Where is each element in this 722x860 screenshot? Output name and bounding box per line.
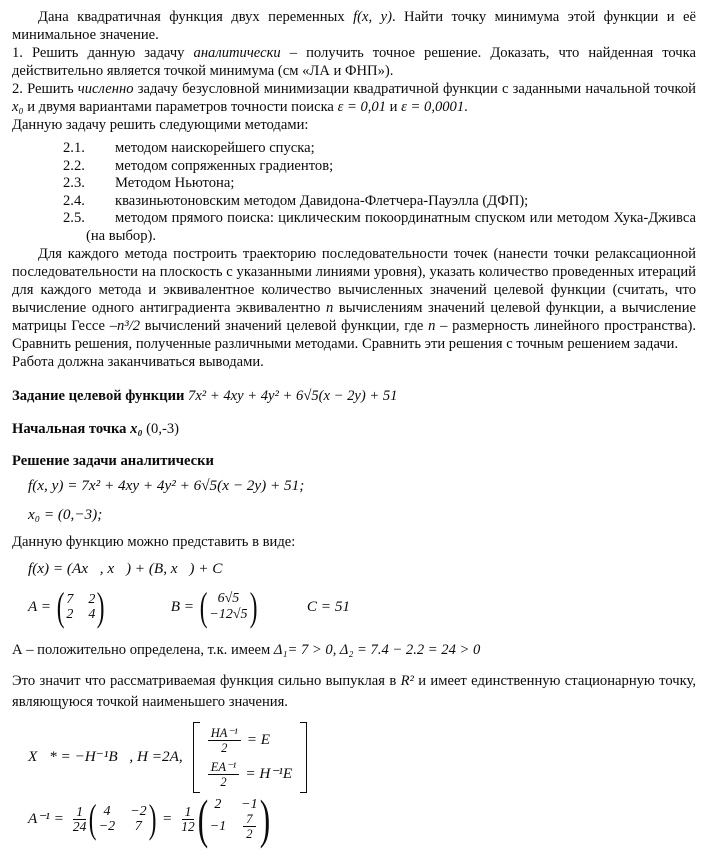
- convex-text-2: и имеет единственную стационарную точку, являющуюся точкой наименьшего значения.: [12, 673, 696, 710]
- objective-function-formula: 7x² + 4xy + 4y² + 6√5(x − 2y) + 51: [188, 388, 398, 404]
- matrix-a-cell: 2: [66, 607, 74, 622]
- frac-numerator: EA⁻¹: [208, 760, 240, 775]
- vector-b-definition: [170, 584, 258, 629]
- paren-left-icon: (: [89, 796, 97, 841]
- method-item-5: [12, 210, 696, 245]
- matrix-cell: 2: [214, 796, 222, 812]
- task1-emphasis: аналитически: [193, 45, 281, 61]
- task1-text-1: 1. Решить данную задачу: [12, 45, 194, 61]
- matrix-cell: −1: [241, 796, 258, 812]
- method-label-3: Методом Ньютона;: [115, 175, 235, 191]
- task2-math-x0: x₀: [12, 99, 24, 115]
- objective-function-heading: [12, 385, 696, 407]
- matrix-a-cell: 4: [88, 607, 96, 622]
- paren-right-icon: ): [249, 584, 258, 629]
- matrix-a-cell: 2: [88, 591, 96, 607]
- trajectory-math-n3: n³/2: [117, 318, 141, 334]
- system-row-2: [208, 760, 293, 789]
- start-point-heading: [12, 419, 696, 439]
- start-point-label: Начальная точка: [12, 421, 131, 437]
- start-point-math-x0: x₀: [130, 421, 143, 437]
- task2-math-eps2: ε = 0,0001: [401, 99, 465, 115]
- task2-text-2: задачу безусловной минимизации квадратичной функции с заданными начальной точкой: [133, 81, 696, 97]
- task2-text-3: и двумя вариантами параметров точности поиска: [23, 99, 338, 115]
- matrix-a-label: A =: [28, 598, 52, 615]
- convex-text-1: Это значит что рассматриваемая функция сильно выпуклая в: [12, 673, 401, 689]
- trajectory-text-2: вычислениям значений целевой функции, а вычисление матрицы Гессе –: [12, 300, 696, 334]
- trajectory-math-n2: n: [428, 318, 436, 334]
- constant-c-definition: C = 51: [306, 598, 351, 615]
- matrix-cell: 7: [134, 819, 142, 834]
- matrix-cell: −2: [98, 819, 116, 834]
- methods-intro: Данную задачу решить следующими методами:: [12, 117, 309, 133]
- paren-left-icon: (: [199, 584, 208, 629]
- matrix-definitions-row: [12, 586, 696, 628]
- method-number-2: 2.2.: [63, 157, 85, 174]
- task2-emphasis: численно: [77, 81, 134, 97]
- method-label-4: квазиньютоновским методом Давидона-Флетчера-Пауэлла (ДФП);: [115, 192, 529, 209]
- analytic-solution-heading: [12, 452, 696, 471]
- methods-list: [12, 140, 696, 245]
- vector-form-formula: f(x) = (Ax⃗, x⃗) + (B, x⃗) + C: [28, 560, 223, 577]
- objective-function-label: Задание целевой функции: [12, 388, 189, 404]
- system-row-1: [208, 726, 293, 755]
- posdef-math: Δ₁= 7 > 0, Δ₂ = 7.4 − 2.2 = 24 > 0: [273, 642, 481, 658]
- matrix-cell: −2: [130, 803, 147, 819]
- vector-b-label: B =: [170, 598, 195, 615]
- inverse-matrix-2: [197, 789, 270, 849]
- system-row-1-rhs: = E: [246, 731, 271, 748]
- xstar-prefix: X⃗* = −H⁻¹B⃗, H =2A,: [28, 748, 183, 765]
- frac-denominator: 24: [72, 818, 87, 834]
- inverse-matrix-1: [89, 796, 157, 841]
- method-label-2: методом сопряженных градиентов;: [115, 157, 334, 174]
- method-number-1: 2.1.: [63, 140, 85, 156]
- bracket-right-icon: [300, 722, 307, 793]
- vector-b: [199, 584, 258, 629]
- method-number-3: 2.3.: [63, 175, 85, 191]
- task2-text-1: 2. Решить: [12, 81, 78, 97]
- task2-text-5: .: [464, 99, 468, 115]
- convex-math-r2: R²: [400, 673, 414, 689]
- matrix-cell: 4: [103, 803, 111, 819]
- convexity-statement: [12, 671, 696, 712]
- representation-intro: Данную функцию можно представить в виде:: [12, 534, 296, 550]
- method-label-5: методом прямого поиска: циклическим покоординатным спуском или методом Хука-Дживса (на выбор).: [86, 210, 696, 244]
- task-analytical-paragraph: [12, 44, 696, 80]
- intro-text-1: Дана квадратичная функция двух переменных: [38, 9, 354, 25]
- frac-numerator: 7: [243, 812, 255, 827]
- matrix-a-definition: [28, 584, 105, 629]
- frac-numerator: HA⁻¹: [208, 726, 241, 741]
- method-item-2: [12, 158, 696, 176]
- trajectory-text-4: – размерность линейного пространства). Сравнить решения, полученные различными методами. Сравнить эти решения с точным решением задачи.: [12, 318, 697, 352]
- frac-denominator: 2: [220, 774, 227, 789]
- matrix-a: [56, 584, 105, 629]
- start-point-formula: x₀ = (0,−3);: [28, 506, 103, 523]
- matrix-cell: −1: [209, 819, 227, 834]
- paren-right-icon: ): [97, 584, 105, 629]
- vector-b-cell: 6√5: [217, 591, 240, 606]
- method-item-3: [12, 175, 696, 193]
- task2-math-eps1: ε = 0,01: [337, 99, 387, 115]
- analytic-solution-title: Решение задачи аналитически: [12, 453, 214, 469]
- system-row-2-rhs: = H⁻¹E: [245, 765, 293, 782]
- method-item-4: [12, 193, 696, 211]
- matrix-cell-fraction: [243, 812, 255, 841]
- frac-denominator: 2: [221, 740, 228, 755]
- method-item-1: [12, 140, 696, 158]
- intro-text-2: . Найти точку минимума этой функции и её минимальное значение.: [12, 9, 697, 43]
- frac-denominator: 12: [181, 818, 195, 834]
- method-label-1: методом наискорейшего спуска;: [115, 140, 315, 156]
- trajectory-text-3: вычислений значений целевой функции, где: [140, 318, 429, 334]
- trajectory-text-1: Для каждого метода построить траекторию последовательности точек (нанести точки релаксационной последовательности на плоскость с указанными линиями уровня), указать количество проведенных итераций для каждого метода и эквивалентное количество вычисленных значений целевой функции (считать, что вычисление одного антиградиента эквивалентно: [12, 246, 696, 316]
- inverse-matrix-label: A⁻¹ =: [28, 810, 64, 827]
- trajectory-paragraph: [12, 245, 696, 353]
- paren-left-icon: (: [197, 789, 208, 849]
- paren-left-icon: (: [56, 584, 65, 629]
- stationary-point-formula: [12, 726, 696, 788]
- frac-denominator: 2: [246, 827, 253, 842]
- trajectory-math-n1: n: [325, 300, 334, 316]
- function-definition-formula: f(x, y) = 7x² + 4xy + 4y² + 6√5(x − 2y) + 51;: [28, 477, 305, 494]
- equals-sign: =: [161, 810, 173, 827]
- intro-paragraph: [12, 8, 696, 44]
- frac-numerator: 1: [73, 805, 86, 820]
- task2-text-4: и: [386, 99, 402, 115]
- matrix-a-cell: 7: [66, 591, 74, 607]
- paren-right-icon: ): [148, 796, 157, 841]
- paren-right-icon: ): [259, 789, 270, 849]
- start-point-value: (0,-3): [142, 421, 180, 437]
- positive-definite-statement: [12, 640, 696, 660]
- method-number-4: 2.4.: [63, 192, 85, 209]
- posdef-text: А – положительно определена, т.к. имеем: [12, 642, 274, 658]
- frac-numerator: 1: [182, 805, 195, 820]
- inverse-matrix-formula: [12, 789, 696, 849]
- work-conclusion-note: Работа должна заканчиваться выводами.: [12, 354, 264, 370]
- bracket-left-icon: [193, 722, 200, 793]
- task1-text-2: – получить точное решение. Доказать, что найденная точка действительно является точкой минимума (см «ЛА и ФНП»).: [12, 45, 696, 79]
- vector-b-cell: −12√5: [209, 607, 248, 622]
- method-number-5: 2.5.: [63, 210, 85, 226]
- intro-math-fxy: f(x, y): [353, 9, 392, 25]
- task-numerical-paragraph: [12, 80, 696, 116]
- equation-system: [193, 722, 308, 793]
